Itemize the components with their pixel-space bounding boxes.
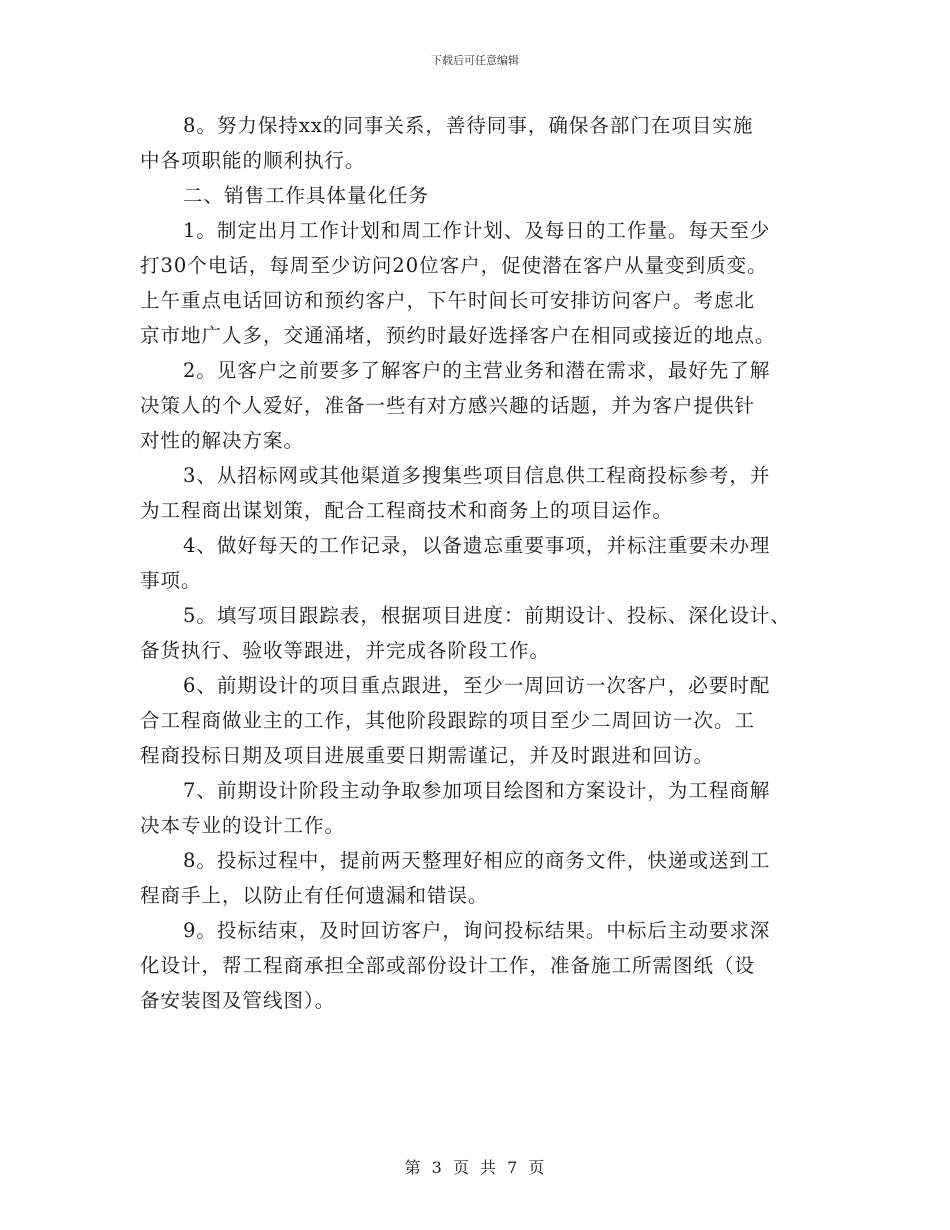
page-footer: 第 3 页 共 7 页: [404, 1158, 546, 1177]
text-line: 8。投标过程中，提前两天整理好相应的商务文件，快递或送到工: [183, 849, 771, 872]
text-line: 中各项职能的顺利执行。: [140, 149, 366, 172]
text-line: 决策人的个人爱好，准备一些有对方感兴趣的话题，并为客户提供针: [140, 394, 756, 417]
text-line: 1。制定出月工作计划和周工作计划、及每日的工作量。每天至少: [183, 219, 771, 242]
text-line: 事项。: [140, 569, 202, 592]
text-line: 程商投标日期及项目进展重要日期需谨记，并及时跟进和回访。: [140, 744, 715, 767]
text-line: 化设计，帮工程商承担全部或部份设计工作，准备施工所需图纸（设: [140, 954, 756, 977]
text-line: 二、销售工作具体量化任务: [183, 184, 430, 207]
text-line: 备安装图及管线图）。: [140, 989, 336, 1012]
text-line: 打30个电话，每周至少访问20位客户，促使潜在客户从量变到质变。: [140, 254, 768, 277]
text-line: 5。填写项目跟踪表，根据项目进度：前期设计、投标、深化设计、: [183, 604, 791, 627]
text-line: 决本专业的设计工作。: [140, 814, 346, 837]
text-line: 9。投标结束，及时回访客户，询问投标结果。中标后主动要求深: [183, 919, 771, 942]
text-line: 6、前期设计的项目重点跟进，至少一周回访一次客户，必要时配: [183, 674, 771, 697]
text-line: 上午重点电话回访和预约客户，下午时间长可安排访问客户。考虑北: [140, 289, 756, 312]
text-line: 程商手上，以防止有任何遗漏和错误。: [140, 884, 489, 907]
text-line: 合工程商做业主的工作，其他阶段跟踪的项目至少二周回访一次。工: [140, 709, 756, 732]
text-line: 备货执行、验收等跟进，并完成各阶段工作。: [140, 639, 551, 662]
text-line: 3、从招标网或其他渠道多搜集些项目信息供工程商投标参考，并: [183, 464, 771, 487]
text-line: 4、做好每天的工作记录，以备遗忘重要事项，并标注重要未办理: [183, 534, 771, 557]
text-line: 2。见客户之前要多了解客户的主营业务和潜在需求，最好先了解: [183, 359, 771, 382]
text-line: 为工程商出谋划策，配合工程商技术和商务上的项目运作。: [140, 499, 674, 522]
text-line: 京市地广人多，交通涌堵，预约时最好选择客户在相同或接近的地点。: [140, 324, 776, 347]
text-line: 7、前期设计阶段主动争取参加项目绘图和方案设计，为工程商解: [183, 779, 771, 802]
document-body: [140, 108, 830, 1018]
text-line: 8。努力保持xx的同事关系，善待同事，确保各部门在项目实施: [183, 114, 754, 137]
page-header: 下载后可任意编辑: [431, 54, 519, 67]
text-line: 对性的解决方案。: [140, 429, 305, 452]
